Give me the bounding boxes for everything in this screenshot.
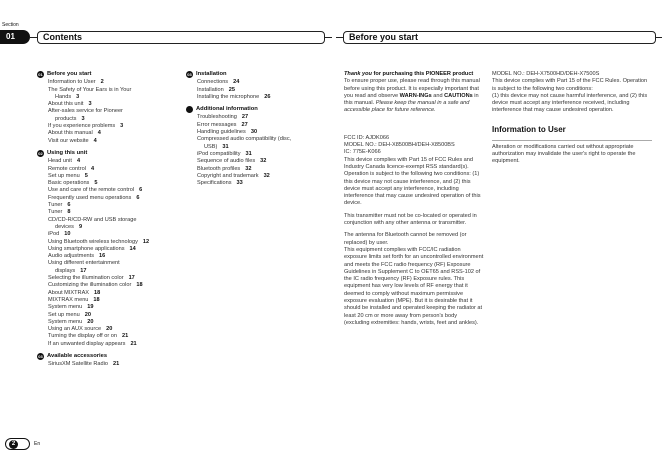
- section-number-bullet: [186, 106, 193, 113]
- toc-entry-label: Installation: [197, 86, 224, 93]
- toc-entry-label: Information to User: [48, 79, 96, 86]
- heading-rule: [492, 140, 652, 141]
- toc-entry-label-cont: [48, 94, 185, 101]
- toc-entry-page: 12: [142, 238, 150, 245]
- toc-entry-page: 18: [93, 296, 100, 303]
- toc-entry-label: Audio adjustments: [48, 253, 95, 260]
- toc-entry-label: Head unit: [48, 158, 72, 165]
- toc-entry-page: 25: [228, 86, 235, 93]
- toc-entry[interactable]: [37, 123, 185, 130]
- toc-entry-page: 30: [250, 129, 258, 136]
- toc-entry-label: Using smartphone applications: [48, 245, 125, 252]
- toc-entry-page: 17: [80, 267, 87, 274]
- toc-entry[interactable]: [37, 217, 185, 232]
- toc-entry-label: Error messages: [197, 121, 237, 128]
- toc-section-header: [186, 71, 331, 78]
- toc-entry-page: 4: [76, 158, 81, 165]
- section-number-bullet: 02: [38, 151, 43, 157]
- toc-entry-page: 14: [129, 245, 136, 252]
- intro-and: and: [431, 92, 445, 99]
- toc-entry-cont-text: products: [55, 115, 77, 122]
- toc-entry-page: 3: [76, 93, 80, 100]
- toc-entry-cont-text: Hands: [55, 93, 72, 100]
- toc-entry-page: 27: [241, 121, 248, 128]
- toc-entry-label: Use and care of the remote control: [48, 187, 135, 194]
- toc-entry-label: Tuner: [48, 202, 63, 209]
- toc-section-title: Available accessories: [47, 352, 108, 359]
- cautions-word: CAUTIONs: [444, 92, 473, 99]
- section-number-bullet: 03: [38, 354, 43, 360]
- ic-number: IC: 775E-K066: [344, 149, 381, 156]
- toc-entry[interactable]: [37, 319, 185, 326]
- model-number-1: MODEL NO.: DEH-X8500BH/DEH-X8500BS: [344, 142, 455, 149]
- toc-entry-page: 21: [113, 361, 120, 368]
- toc-entry-label: Visit our website: [48, 137, 89, 144]
- thanks-paragraph: [344, 71, 484, 115]
- toc-entry-page: 16: [99, 253, 106, 260]
- thanks-rest: for purchasing this PIONEER product: [371, 71, 474, 77]
- intro-text-1: To ensure proper use, please read through this manual before using this product. It is especially important that you read and observe: [344, 78, 480, 99]
- toc-entry[interactable]: [37, 79, 185, 86]
- toc-section: [186, 106, 331, 187]
- toc-entry-page: 3: [81, 115, 85, 122]
- toc-entry-page: 8: [67, 209, 71, 216]
- page-number-badge: [5, 438, 30, 450]
- fcc-conditions: (1) this device may not cause harmful interference, and (2) this device must accept any interference received, including interference that may cause undesired operation.: [492, 92, 648, 114]
- toc-entry-cont-text: USB): [204, 143, 218, 150]
- toc-entry[interactable]: [186, 173, 331, 180]
- toc-entry-page: 3: [120, 123, 124, 130]
- toc-entry[interactable]: [186, 94, 331, 101]
- information-to-user-heading: Information to User: [492, 124, 566, 134]
- body-column-2: [492, 71, 652, 166]
- toc-entry-label-cont: [48, 116, 185, 123]
- toc-entry[interactable]: [37, 282, 185, 289]
- toc-entry-label: Set up menu: [48, 172, 80, 179]
- toc-entry-label-cont: [48, 224, 185, 231]
- toc-section: [37, 71, 185, 145]
- toc-entry-label: If you experience problems: [48, 123, 116, 130]
- toc-entry[interactable]: [37, 130, 185, 137]
- toc-entry-label: System menu: [48, 318, 83, 325]
- toc-section-header: [37, 150, 185, 157]
- toc-entry-label: Customizing the illumination color: [48, 282, 132, 289]
- toc-entry[interactable]: [37, 87, 185, 102]
- toc-entry-label: iPod: [48, 231, 60, 238]
- toc-section-title: Before you start: [47, 71, 92, 77]
- toc-entry-label: Copyright and trademark: [197, 172, 259, 179]
- toc-section-header: [37, 71, 185, 78]
- toc-entry[interactable]: [37, 297, 185, 304]
- fcc-rules-text: This device complies with Part 15 of the FCC Rules. Operation is subject to the following two conditions:: [492, 78, 648, 92]
- toc-entry-page: 6: [67, 202, 71, 209]
- toc-entry[interactable]: [37, 209, 185, 216]
- toc-entry-page: 31: [222, 143, 229, 150]
- toc-entry[interactable]: [186, 87, 331, 94]
- toc-entry-page: 32: [260, 158, 267, 165]
- toc-entry-label: Tuner: [48, 209, 63, 216]
- toc-entry-label: The Safety of Your Ears is in Your: [48, 86, 132, 93]
- toc-entry-label: Specifications: [197, 180, 232, 187]
- toc-entry[interactable]: [37, 138, 185, 145]
- contents-header: Contents: [37, 31, 325, 44]
- toc-entry[interactable]: [186, 166, 331, 173]
- toc-entry-page: 19: [87, 304, 94, 311]
- toc-section: [37, 353, 185, 369]
- toc-entry-label: Sequence of audio files: [197, 158, 256, 165]
- toc-entry-page: 6: [139, 187, 143, 194]
- toc-entry-page: 31: [245, 150, 252, 157]
- toc-entry[interactable]: [186, 151, 331, 158]
- toc-entry-label: Compressed audio compatibility (disc,: [197, 136, 292, 143]
- toc-entry[interactable]: [37, 260, 185, 275]
- toc-entry-page: 20: [84, 311, 91, 318]
- toc-entry-page: 2: [100, 79, 104, 86]
- colocation-text: This transmitter must not be co-located or operated in conjunction with any other antenna or transmitter.: [344, 212, 477, 227]
- toc-entry-label: About MIXTRAX: [48, 289, 90, 296]
- toc-entry-label-cont: [197, 144, 331, 151]
- toc-entry-label: Handling guidelines: [197, 129, 246, 136]
- toc-entry[interactable]: [37, 275, 185, 282]
- rf-exposure-text: This equipment complies with FCC/IC radiation exposure limits set forth for an uncontrolled environment and meets the FCC radio frequency (RF) Exposure Guidelines in Supplement C to OET65 and RSS-102 of the IC radio frequency (RF) Exposure rules. This equipment has very low levels of RF energy that it deemed to comply without maximum permissive exposure evaluation (MPE). But it is desirable that it should be installed and operated keeping the radiator at least 20 cm or more away from person's body (excluding extremities: hands, wrists, feet and ankles).: [344, 246, 484, 326]
- toc-entry-label: Set up menu: [48, 311, 80, 318]
- toc-entry-label: Basic operations: [48, 180, 90, 187]
- toc-entry[interactable]: [37, 239, 185, 246]
- toc-entry-page: 3: [88, 101, 92, 108]
- intro-italic: Please keep the manual in a safe and accessible place for future reference.: [344, 100, 470, 114]
- toc-entry-label: Turning the display off or on: [48, 333, 118, 340]
- toc-entry[interactable]: [37, 108, 185, 123]
- toc-entry-page: 6: [136, 194, 140, 201]
- toc-entry-page: 27: [241, 114, 249, 121]
- toc-entry-label: Using Bluetooth wireless technology: [48, 238, 138, 245]
- toc-entry-page: 17: [128, 275, 135, 282]
- information-to-user-text: Alteration or modifications carried out without appropriate authorization may invalidate the user's right to operate the equipment.: [492, 143, 636, 165]
- toc-entry[interactable]: [37, 195, 185, 202]
- section-number-bullet: 01: [38, 72, 43, 78]
- toc-entry-label: Remote control: [48, 165, 86, 172]
- toc-column-right: [186, 71, 331, 192]
- toc-entry-label: System menu: [48, 304, 83, 311]
- toc-entry-page: 33: [236, 180, 243, 187]
- toc-entry-page: 10: [64, 231, 71, 238]
- toc-entry[interactable]: [37, 304, 185, 311]
- toc-entry-label: Connections: [197, 79, 229, 86]
- toc-entry-label: Bluetooth profiles: [197, 165, 241, 172]
- fcc-id: FCC ID: AJDK066: [344, 134, 390, 141]
- toc-entry-label: iPod compatibility: [197, 150, 241, 157]
- toc-entry-page: 20: [106, 326, 113, 333]
- toc-entry-label: MIXTRAX menu: [48, 296, 89, 303]
- toc-entry-page: 5: [84, 172, 88, 179]
- toc-entry-label-cont: [48, 268, 185, 275]
- toc-entry-page: 5: [94, 180, 98, 187]
- toc-entry-page: 26: [264, 93, 271, 100]
- toc-entry-label: If an unwanted display appears: [48, 340, 126, 347]
- toc-entry-page: 4: [90, 165, 95, 172]
- before-you-start-header: Before you start: [343, 31, 656, 44]
- toc-entry-label: CD/CD-R/CD-RW and USB storage: [48, 216, 137, 223]
- fcc-compliance-text: This device complies with Part 15 of FCC Rules and Industry Canada licence-exempt RSS standard(s). Operation is subject to the following two conditions: (1) this device may not cause interference, and (2) this device must accept any interference, including interference that may cause undesired operation of this device.: [344, 156, 481, 207]
- toc-entry-label: About this manual: [48, 130, 93, 137]
- thanks-bold: Thank you: [344, 71, 372, 77]
- toc-entry[interactable]: [37, 101, 185, 108]
- toc-entry-label: Using different entertainment: [48, 260, 120, 267]
- body-column-1: [344, 71, 484, 327]
- toc-entry-label: Troubleshooting: [197, 114, 237, 121]
- toc-entry[interactable]: [37, 361, 185, 368]
- toc-entry-page: 18: [94, 289, 101, 296]
- toc-column-left: [37, 71, 185, 374]
- toc-entry-page: 32: [263, 172, 270, 179]
- toc-entry[interactable]: [37, 180, 185, 187]
- toc-entry[interactable]: [37, 202, 185, 209]
- toc-entry[interactable]: [186, 180, 331, 187]
- toc-entry-page: 21: [130, 340, 137, 347]
- toc-entry[interactable]: [37, 166, 185, 173]
- toc-entry[interactable]: [37, 333, 185, 340]
- section-label: Section: [2, 22, 19, 28]
- language-label: En: [34, 441, 41, 447]
- toc-entry[interactable]: [37, 231, 185, 238]
- toc-entry-page: 21: [122, 333, 129, 340]
- toc-entry-label: After-sales service for Pioneer: [48, 108, 123, 115]
- toc-section-header: [186, 106, 331, 113]
- intro-text-2: in this manual.: [344, 92, 479, 107]
- toc-entry[interactable]: [186, 136, 331, 151]
- page-number: 2: [9, 440, 18, 449]
- toc-entry[interactable]: [186, 122, 331, 129]
- section-number-bullet: 03: [187, 72, 192, 78]
- section-number: 01: [0, 30, 30, 44]
- toc-entry-cont-text: displays: [55, 267, 76, 274]
- toc-section-title: Installation: [196, 71, 227, 77]
- toc-entry[interactable]: [37, 253, 185, 260]
- toc-entry-page: 4: [97, 130, 101, 137]
- antenna-text: The antenna for Bluetooth cannot be removed (or replaced) by user.: [344, 232, 467, 246]
- toc-entry[interactable]: [37, 173, 185, 180]
- toc-entry[interactable]: [37, 158, 185, 165]
- toc-section-title: Additional information: [196, 106, 258, 113]
- toc-entry[interactable]: [37, 326, 185, 333]
- toc-entry-page: 9: [78, 223, 83, 230]
- toc-entry[interactable]: [37, 341, 185, 348]
- toc-entry-label: Installing the microphone: [197, 93, 260, 100]
- toc-section: [186, 71, 331, 101]
- toc-entry-label: Selecting the illumination color: [48, 275, 124, 282]
- toc-entry-label: Using an AUX source: [48, 326, 102, 333]
- toc-entry-page: 32: [245, 165, 252, 172]
- toc-entry-label: SiriusXM Satellite Radio: [48, 361, 109, 368]
- toc-section-header: [37, 353, 185, 360]
- toc-entry-cont-text: devices: [55, 223, 74, 230]
- toc-entry[interactable]: [186, 79, 331, 86]
- toc-entry-page: 24: [233, 79, 240, 86]
- toc-entry[interactable]: [37, 187, 185, 194]
- model-number-2: MODEL NO.: DEH-X7500HD/DEH-X7500S: [492, 71, 600, 77]
- toc-entry-page: 20: [87, 318, 94, 325]
- toc-entry-page: 4: [93, 137, 97, 144]
- toc-entry-label: Frequently used menu operations: [48, 194, 132, 201]
- toc-entry-label: About this unit: [48, 101, 84, 108]
- warnings-word: WARN-INGs: [399, 92, 432, 99]
- toc-entry-page: 18: [136, 282, 143, 289]
- toc-section-title: Using this unit: [47, 149, 88, 156]
- toc-entry[interactable]: [186, 114, 331, 121]
- toc-section: [37, 150, 185, 348]
- toc-entry[interactable]: [186, 158, 331, 165]
- toc-entry[interactable]: [37, 246, 185, 253]
- toc-entry[interactable]: [37, 312, 185, 319]
- toc-entry[interactable]: [37, 290, 185, 297]
- toc-entry[interactable]: [186, 129, 331, 136]
